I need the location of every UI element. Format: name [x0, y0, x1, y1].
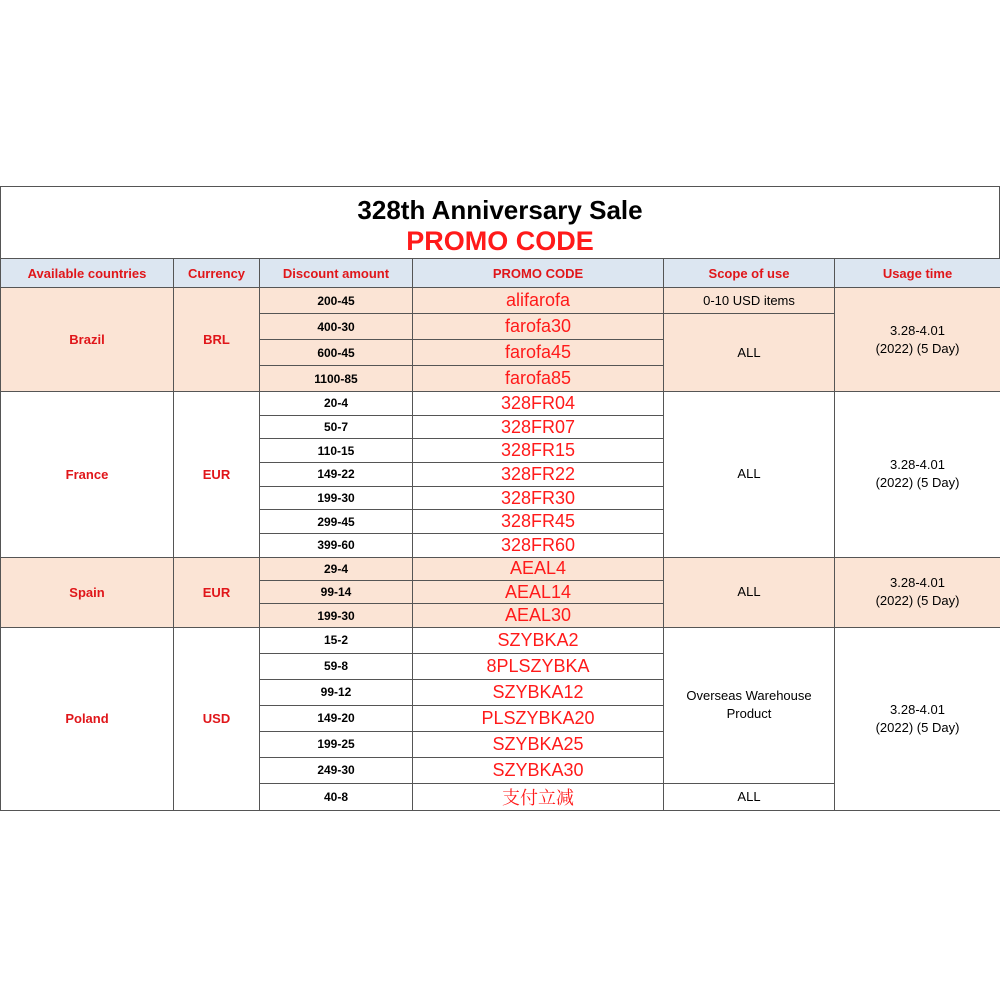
discount-amount: 149-22 — [260, 463, 413, 487]
promo-code-heading: PROMO CODE — [406, 226, 594, 256]
discount-amount: 29-4 — [260, 557, 413, 580]
promo-code: SZYBKA25 — [413, 731, 664, 757]
promo-code: 328FR30 — [413, 486, 664, 510]
discount-amount: 400-30 — [260, 314, 413, 340]
currency-brazil: BRL — [174, 288, 260, 392]
discount-amount: 99-14 — [260, 581, 413, 604]
discount-amount: 20-4 — [260, 392, 413, 416]
promo-sheet — [0, 186, 1000, 811]
usage-dates: 3.28-4.01 — [890, 322, 945, 338]
promo-code: 328FR45 — [413, 510, 664, 534]
promo-code: farofa85 — [413, 366, 664, 392]
promo-code: SZYBKA30 — [413, 757, 664, 783]
promo-code: 328FR22 — [413, 463, 664, 487]
discount-amount: 249-30 — [260, 757, 413, 783]
promo-code: SZYBKA2 — [413, 627, 664, 653]
discount-amount: 199-30 — [260, 604, 413, 627]
usage-duration: (2022) (5 Day) — [875, 475, 960, 491]
country-spain: Spain — [1, 557, 174, 627]
promo-code: 328FR15 — [413, 439, 664, 463]
scope-poland-last: ALL — [664, 783, 835, 810]
header-scope: Scope of use — [664, 259, 835, 288]
header-currency: Currency — [174, 259, 260, 288]
promo-table — [0, 258, 1000, 811]
header-row — [1, 259, 1000, 288]
currency-france: EUR — [174, 392, 260, 558]
discount-amount: 50-7 — [260, 415, 413, 439]
scope-france: ALL — [664, 392, 835, 558]
discount-amount: 1100-85 — [260, 366, 413, 392]
usage-dates: 3.28-4.01 — [890, 575, 945, 591]
usage-duration: (2022) (5 Day) — [875, 340, 960, 356]
discount-amount: 200-45 — [260, 288, 413, 314]
table-row — [1, 627, 1000, 653]
promo-code: 328FR60 — [413, 534, 664, 558]
promo-code: AEAL14 — [413, 581, 664, 604]
promo-code: SZYBKA12 — [413, 679, 664, 705]
usage-time-brazil — [835, 288, 1000, 392]
discount-amount: 299-45 — [260, 510, 413, 534]
header-promo-code: PROMO CODE — [413, 259, 664, 288]
discount-amount: 40-8 — [260, 783, 413, 810]
country-brazil: Brazil — [1, 288, 174, 392]
header-discount: Discount amount — [260, 259, 413, 288]
scope-brazil-first: 0-10 USD items — [664, 288, 835, 314]
usage-duration: (2022) (5 Day) — [875, 593, 960, 609]
usage-dates: 3.28-4.01 — [890, 701, 945, 717]
discount-amount: 149-20 — [260, 705, 413, 731]
country-france: France — [1, 392, 174, 558]
title-block — [0, 186, 1000, 258]
scope-brazil-rest: ALL — [664, 314, 835, 392]
usage-duration: (2022) (5 Day) — [875, 719, 960, 735]
promo-code: PLSZYBKA20 — [413, 705, 664, 731]
promo-code: 支付立减 — [413, 783, 664, 810]
discount-amount: 600-45 — [260, 340, 413, 366]
table-row — [1, 288, 1000, 314]
currency-spain: EUR — [174, 557, 260, 627]
discount-amount: 399-60 — [260, 534, 413, 558]
table-row — [1, 392, 1000, 416]
promo-code: 328FR04 — [413, 392, 664, 416]
discount-amount: 99-12 — [260, 679, 413, 705]
discount-amount: 59-8 — [260, 653, 413, 679]
promo-code: 328FR07 — [413, 415, 664, 439]
usage-time-poland — [835, 627, 1000, 810]
discount-amount: 15-2 — [260, 627, 413, 653]
country-poland: Poland — [1, 627, 174, 810]
discount-amount: 110-15 — [260, 439, 413, 463]
currency-poland: USD — [174, 627, 260, 810]
promo-code: farofa30 — [413, 314, 664, 340]
header-usage-time: Usage time — [835, 259, 1000, 288]
usage-dates: 3.28-4.01 — [890, 457, 945, 473]
discount-amount: 199-25 — [260, 731, 413, 757]
promo-code: 8PLSZYBKA — [413, 653, 664, 679]
table-row — [1, 557, 1000, 580]
usage-time-spain — [835, 557, 1000, 627]
sale-title: 328th Anniversary Sale — [357, 195, 643, 225]
promo-code: farofa45 — [413, 340, 664, 366]
promo-code: alifarofa — [413, 288, 664, 314]
usage-time-france — [835, 392, 1000, 558]
promo-code: AEAL4 — [413, 557, 664, 580]
header-countries: Available countries — [1, 259, 174, 288]
promo-code: AEAL30 — [413, 604, 664, 627]
scope-poland-main: Overseas Warehouse Product — [664, 627, 835, 783]
scope-spain: ALL — [664, 557, 835, 627]
discount-amount: 199-30 — [260, 486, 413, 510]
